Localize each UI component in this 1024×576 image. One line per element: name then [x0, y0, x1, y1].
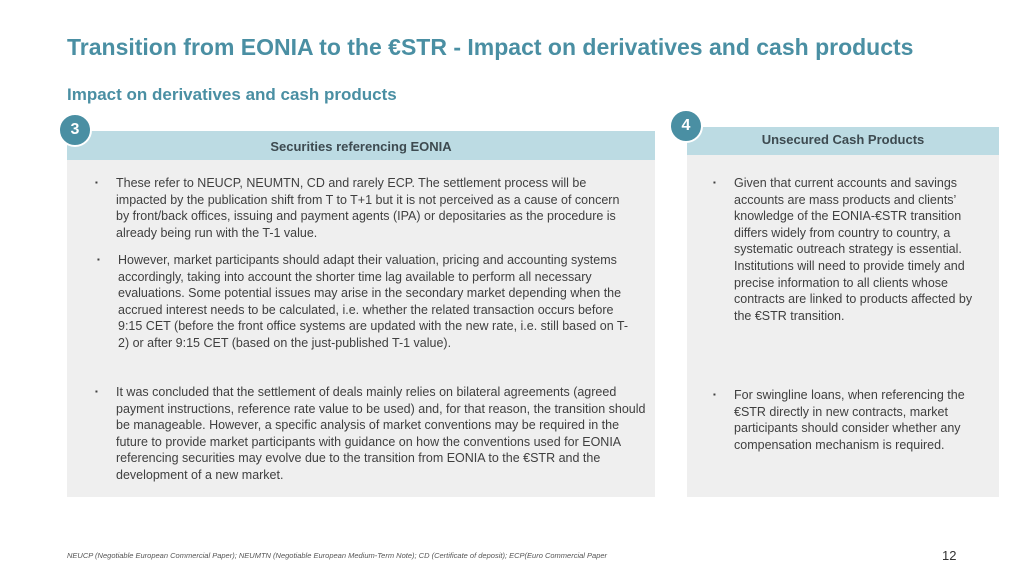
- bullet-icon: ▪: [95, 387, 98, 396]
- page-number: 12: [942, 548, 957, 563]
- bullet-icon: ▪: [713, 390, 716, 399]
- bullet-text: However, market participants should adapt their valuation, pricing and accounting systems accordingly, taking into account the shorter time lag available to perform all necessary evaluations. Some potential issues may arise in the secondary market depending when the accrued interest needs to be calculated, i.e. whether the related transaction occurs before 9:15 CET (before the front office systems are updated with the new rate, i.e. still based on T-2) or after 9:15 CET (based on the just-published T-1 value).: [118, 253, 628, 350]
- bullet-text: These refer to NEUCP, NEUMTN, CD and rarely ECP. The settlement process will be impacted by the publication shift from T to T+1 but it is not perceived as a cause of concern by front/back offices, issuing and payment agents (IPA) or depositaries as the procedure is already being run with the T-1 value.: [116, 176, 620, 240]
- section-number-badge-4: 4: [669, 109, 703, 143]
- bullet-icon: ▪: [97, 255, 100, 264]
- footnote: NEUCP (Negotiable European Commercial Paper); NEUMTN (Negotiable European Medium-Term Note); CD (Certificate of deposit); ECP(Euro Commercial Paper: [67, 551, 608, 560]
- securities-panel: [67, 131, 655, 497]
- cash-products-panel-header: Unsecured Cash Products: [687, 127, 999, 155]
- securities-bullet-2: [97, 252, 628, 352]
- bullet-text: For swingline loans, when referencing the €STR directly in new contracts, market participants should consider whether any compensation mechanism is required.: [734, 388, 965, 452]
- bullet-icon: ▪: [713, 178, 716, 187]
- page-subtitle: Impact on derivatives and cash products: [67, 85, 397, 104]
- securities-panel-header: Securities referencing EONIA: [67, 131, 655, 160]
- securities-bullet-1: [95, 175, 636, 241]
- bullet-text: It was concluded that the settlement of deals mainly relies on bilateral agreements (agreed payment instructions, reference rate value to be used) and, for that reason, the transition should be manageable. However, a specific analysis of market conventions may be required in the future to provide market participants with guidance on how the conventions used for EONIA referencing securities may evolve due to the transition from EONIA to the €STR and the development of a new market.: [116, 385, 646, 482]
- cash-bullet-2: [713, 387, 979, 453]
- page-title: Transition from EONIA to the €STR - Impact on derivatives and cash products: [67, 34, 914, 60]
- bullet-text: Given that current accounts and savings accounts are mass products and clients’ knowledge of the EONIA-€STR transition differs widely from country to country, a systematic outreach strategy is essential. Institutions will need to provide timely and precise information to all clients whose contracts are linked to products affected by the €STR transition.: [734, 176, 973, 323]
- securities-bullet-3: [95, 384, 646, 484]
- bullet-icon: ▪: [95, 178, 98, 187]
- cash-bullet-1: [713, 175, 974, 324]
- cash-products-panel: [687, 127, 999, 497]
- section-number-badge-3: 3: [58, 113, 92, 147]
